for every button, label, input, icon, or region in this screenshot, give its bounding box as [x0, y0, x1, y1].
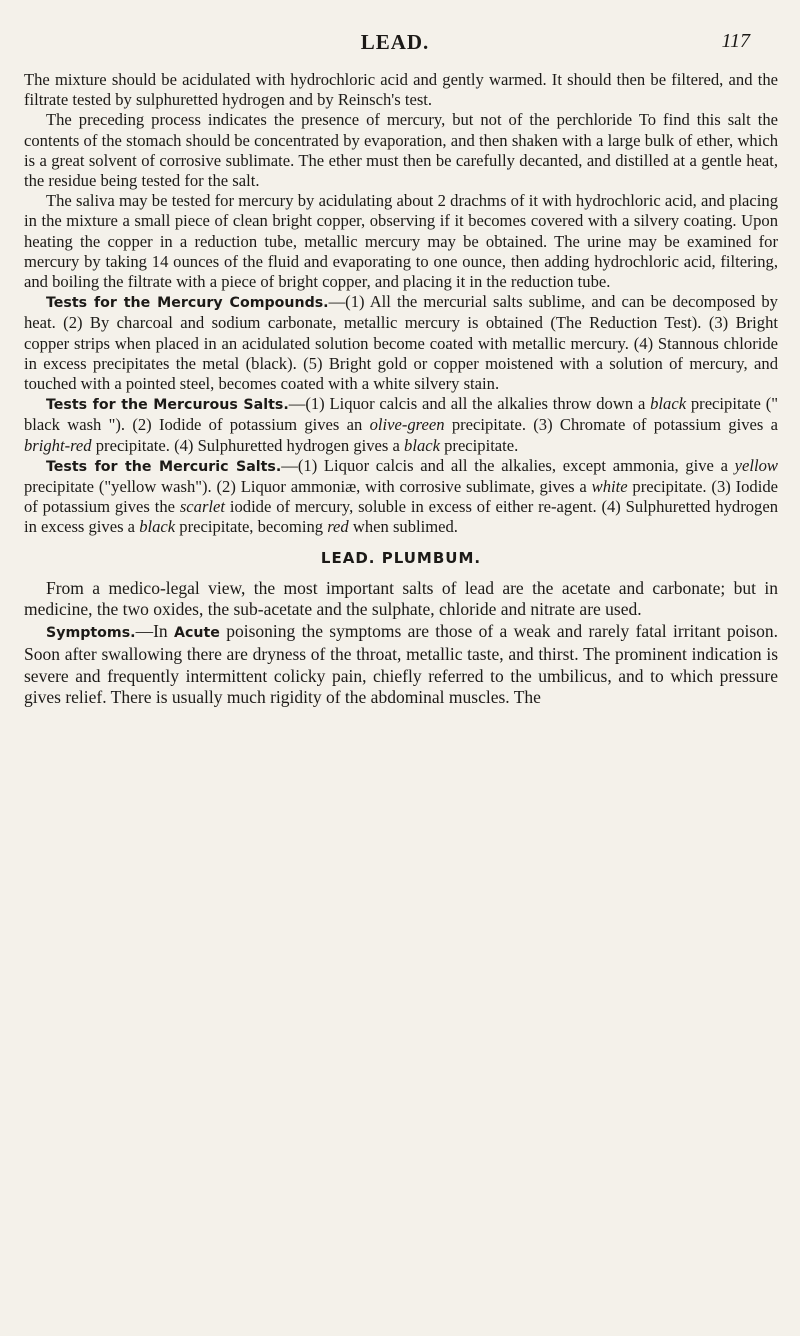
paragraph-symptoms: [24, 621, 778, 709]
text-segment: precipitate. (3) Iodide of potassium gives the: [24, 477, 778, 517]
emphasis: olive-green: [369, 415, 445, 435]
text-segment: precipitate.: [439, 435, 519, 455]
running-title: LEAD.: [360, 30, 430, 54]
paragraph-lead-intro: From a medico-legal view, the most important salts of lead are the acetate and carbonate; but in medicine, the two oxides, the sub-acetate and the sulphate, chloride and nitrate are used.: [24, 577, 778, 620]
page-number: 117: [721, 30, 750, 52]
paragraph-tests-mercurous: [24, 394, 778, 456]
emphasis: black: [139, 517, 176, 537]
text-segment: precipitate ("yellow wash"). (2) Liquor ammoniæ, with corrosive sublimate, gives a: [24, 477, 592, 497]
emphasis: black: [650, 394, 687, 414]
text-segment: precipitate. (4) Sulphuretted hydrogen gives a: [91, 435, 405, 455]
emphasis: red: [327, 517, 349, 537]
lead-section-text: [24, 578, 778, 709]
paragraph-preceding-process: The preceding process indicates the presence of mercury, but not of the perchloride To find this salt the contents of the stomach should be concentrated by evaporation, and then shaken with a large bulk of ether, which is a great solvent of corrosive sublimate. The ether must then be carefully decanted, and distilled at a gentle heat, the residue being tested for the salt.: [24, 110, 778, 191]
text-segment: —(1) Liquor calcis and all the alkalies, except ammonia, give a: [281, 455, 735, 475]
text-segment: poisoning the symptoms are those of a weak and rarely fatal irritant poison. Soon after swallowing there are dryness of the throat, metallic taste, and thirst. The prominent indication is severe and frequently intermittent colicky pain, chiefly referred to the umbilicus, and to which pressure gives relief. There is usually much rigidity of the abdominal muscles. The: [24, 620, 779, 708]
tests-compounds-heading: Tests for the Mercury Compounds.: [46, 295, 329, 312]
tests-mercuric-heading: Tests for the Mercuric Salts.: [46, 458, 282, 475]
text-segment: —In: [135, 620, 174, 641]
emphasis: yellow: [734, 455, 778, 475]
tests-compounds-text: —(1) All the mercurial salts sublime, and can be decomposed by heat. (2) By charcoal and sodium carbonate, metallic mercury is obtained (The Reduction Test). (3) Bright copper strips when placed in an acidulated solution become coated with metallic mercury. (4) Stannous chloride in excess precipitates the metal (black). (5) Bright gold or copper moistened with a solution of mercury, and touched with a pointed steel, becomes coated with a white silvery stain.: [24, 292, 778, 394]
body-text: [24, 70, 778, 709]
section-heading-lead: LEAD. PLUMBUM.: [320, 548, 482, 567]
emphasis: scarlet: [179, 497, 226, 517]
emphasis: black: [404, 435, 440, 455]
emphasis: bright-red: [24, 435, 92, 455]
paragraph-tests-compounds: [24, 292, 778, 394]
text-segment: when sublimed.: [348, 517, 458, 537]
text-segment: precipitate, becoming: [175, 517, 328, 537]
acute-label: Acute: [173, 624, 220, 641]
paragraph-saliva: The saliva may be tested for mercury by acidulating about 2 drachms of it with hydrochloric acid, and placing in the mixture a small piece of clean bright copper, observing if it becomes covered with a silvery coating. Upon heating the copper in a reduction tube, metallic mercury may be obtained. The urine may be examined for mercury by taking 14 ounces of the fluid and evaporating to one ounce, then adding hydrochloric acid, filtering, and boiling the filtrate with a piece of bright copper, and placing it in the reduction tube.: [24, 191, 778, 292]
paragraph-tests-mercuric: [24, 456, 778, 538]
text-segment: precipitate (" black wash "). (2) Iodide of potassium gives an: [24, 394, 778, 435]
symptoms-heading: Symptoms.: [46, 624, 136, 641]
tests-mercurous-heading: Tests for the Mercurous Salts.: [46, 397, 289, 414]
emphasis: white: [591, 477, 628, 497]
text-segment: iodide of mercury, soluble in excess of either re-agent. (4) Sulphuretted hydrogen in excess gives a: [24, 497, 778, 537]
page-header: [40, 30, 750, 56]
text-segment: —(1) Liquor calcis and all the alkalies throw down a: [288, 394, 651, 414]
paragraph-mixture: The mixture should be acidulated with hydrochloric acid and gently warmed. It should then be filtered, and the filtrate tested by sulphuretted hydrogen and by Reinsch's test.: [24, 70, 778, 110]
text-segment: precipitate. (3) Chromate of potassium gives a: [444, 415, 778, 435]
